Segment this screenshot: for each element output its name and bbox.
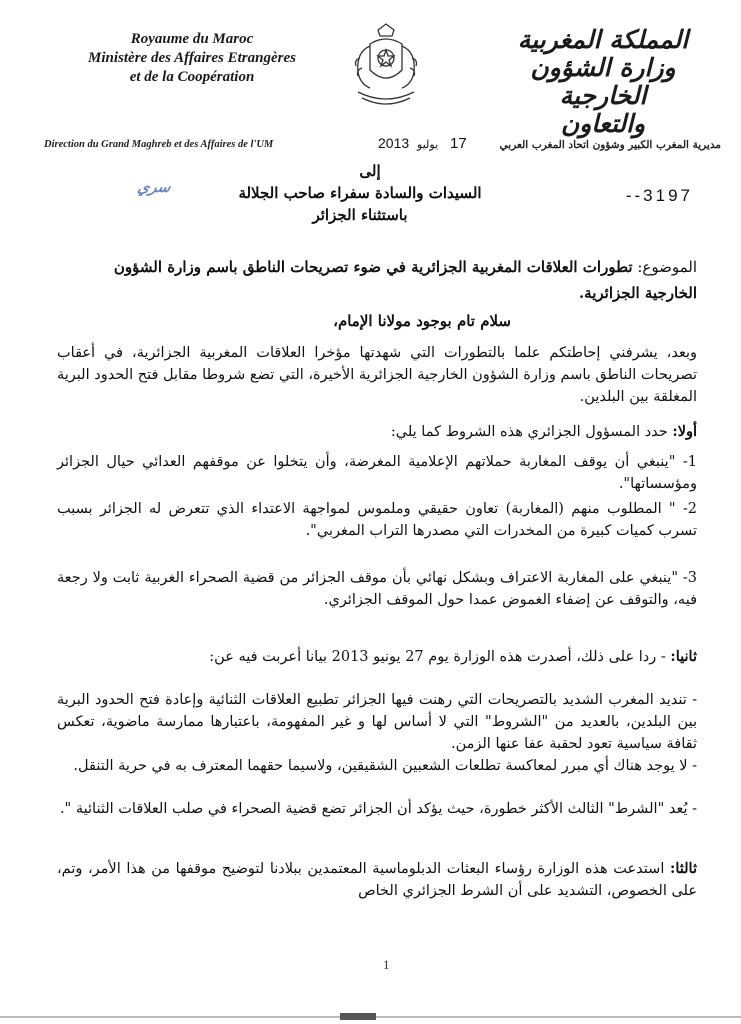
confidential-stamp: سري (136, 179, 173, 196)
date-year: 2013 (378, 135, 410, 151)
section-lead-second: ثانيا: (670, 648, 697, 665)
body-paragraph-1: وبعد، يشرفني إحاطتكم علما بالتطورات التي شهدتها مؤخرا العلاقات المغربية الجزائرية، في أعقاب تصريحات الناطق باسم وزارة الشؤون الخارجية الجزائرية الأخيرة، التي تضع شروطا مقابل فتح الحدود البرية المغلقة بين البلدين. (57, 345, 697, 405)
french-letterhead-line-2: Ministère des Affaires Etrangères (88, 50, 296, 66)
arabic-letterhead-line-3: والتعاون (560, 109, 646, 138)
subject-text: تطورات العلاقات المغربية الجزائرية في ضوء تصريحات الناطق باسم وزارة الشؤون الخارجية الجزائرية. (113, 258, 697, 302)
arabic-letterhead-line-2: وزارة الشؤون الخارجية (530, 53, 676, 110)
french-letterhead (62, 30, 322, 87)
recipient-line-2: باستثناء الجزائر (312, 206, 408, 224)
body-paragraph-third (57, 858, 697, 902)
addressee-to: إلى (359, 162, 381, 180)
body-paragraph-second (57, 646, 697, 668)
moroccan-coat-of-arms-icon (348, 22, 424, 112)
date-day: 17 (450, 135, 467, 152)
condition-1: 1- "ينبغي أن يوقف المغاربة حملاتهم الإعلامية المغرضة، وأن يتخلوا عن موقفهم العدائي حيال الجزائر ومؤسساتها". (57, 454, 697, 492)
french-letterhead-line-3: et de la Coopération (129, 69, 255, 85)
statement-point-2: - لا يوجد هناك أي مبرر لمعاكسة تطلعات الشعبين الشقيقين، ولاسيما حقهما المعترف به في حرية التنقل. (73, 758, 697, 774)
salutation: سلام تام بوجود مولانا الإمام، (333, 312, 511, 330)
section-text-second: - ردا على ذلك، أصدرت هذه الوزارة يوم 27 يونيو 2013 بيانا أعربت فيه عن: (209, 649, 671, 665)
condition-2: 2- " المطلوب منهم (المغاربة) تعاون حقيقي وملموس لمواجهة الاعتداء الذي تتعرض له الجزائر بسبب تسرب كميات كبيرة من المخدرات التي مصدرها التراب المغربي". (57, 501, 697, 539)
body-paragraph-first (57, 421, 697, 443)
arabic-letterhead-line-1: المملكة المغربية (517, 25, 689, 54)
french-letterhead-line-1: Royaume du Maroc (130, 31, 254, 47)
statement-point-3: - يُعد "الشرط" الثالث الأكثر خطورة، حيث يؤكد أن الجزائر تضع قضية الصحراء في صلب العلاقات الثنائية ". (59, 801, 697, 817)
section-lead-third: ثالثا: (669, 860, 697, 877)
recipient-line-1: السيدات والسادة سفراء صاحب الجلالة (238, 184, 482, 202)
date-month: يوليو (417, 139, 439, 151)
scan-edge-mark (340, 1013, 376, 1020)
recipients (230, 182, 490, 226)
statement-point-1: - تنديد المغرب الشديد بالتصريحات التي رهنت فيها الجزائر تطبيع العلاقات الثنائية وإعادة فتح الحدود البرية بين البلدين، بالعديد من "الشروط" التي لا أساس لها و غير المفهومة، باعتبارها ممارسة ماضوية، تعكس ثقافة سياسية تعود لحقبة عفا عنها الزمن. (57, 692, 697, 752)
letter-date (378, 135, 467, 152)
subject-line (97, 254, 697, 306)
section-text-first: حدد المسؤول الجزائري هذه الشروط كما يلي: (390, 424, 673, 440)
direction-arabic: مديرية المغرب الكبير وشؤون اتحاد المغرب العربي (499, 139, 721, 151)
page-number: 1 (383, 957, 390, 972)
section-text-third: استدعت هذه الوزارة رؤساء البعثات الدبلوماسية المعتمدين ببلادنا لتوضيح موقفها من هذا الأمر، وتم، على الخصوص، التشديد على أن الشرط الجزائري الخاص (57, 861, 697, 899)
arabic-letterhead (483, 26, 723, 138)
condition-3: 3- "ينبغي على المغاربة الاعتراف وبشكل نهائي بأن موقف الجزائر من قضية الصحراء الغربية ثابت ولا رجعة فيه، والتوقف عن إضفاء الغموض عمدا حول الموقف الجزائري. (57, 570, 697, 608)
direction-french: Direction du Grand Maghreb et des Affaires de l'UM (44, 139, 274, 150)
section-lead-first: أولا: (672, 423, 697, 440)
subject-label: الموضوع: (637, 258, 697, 276)
reference-number: --3197 (625, 186, 693, 205)
